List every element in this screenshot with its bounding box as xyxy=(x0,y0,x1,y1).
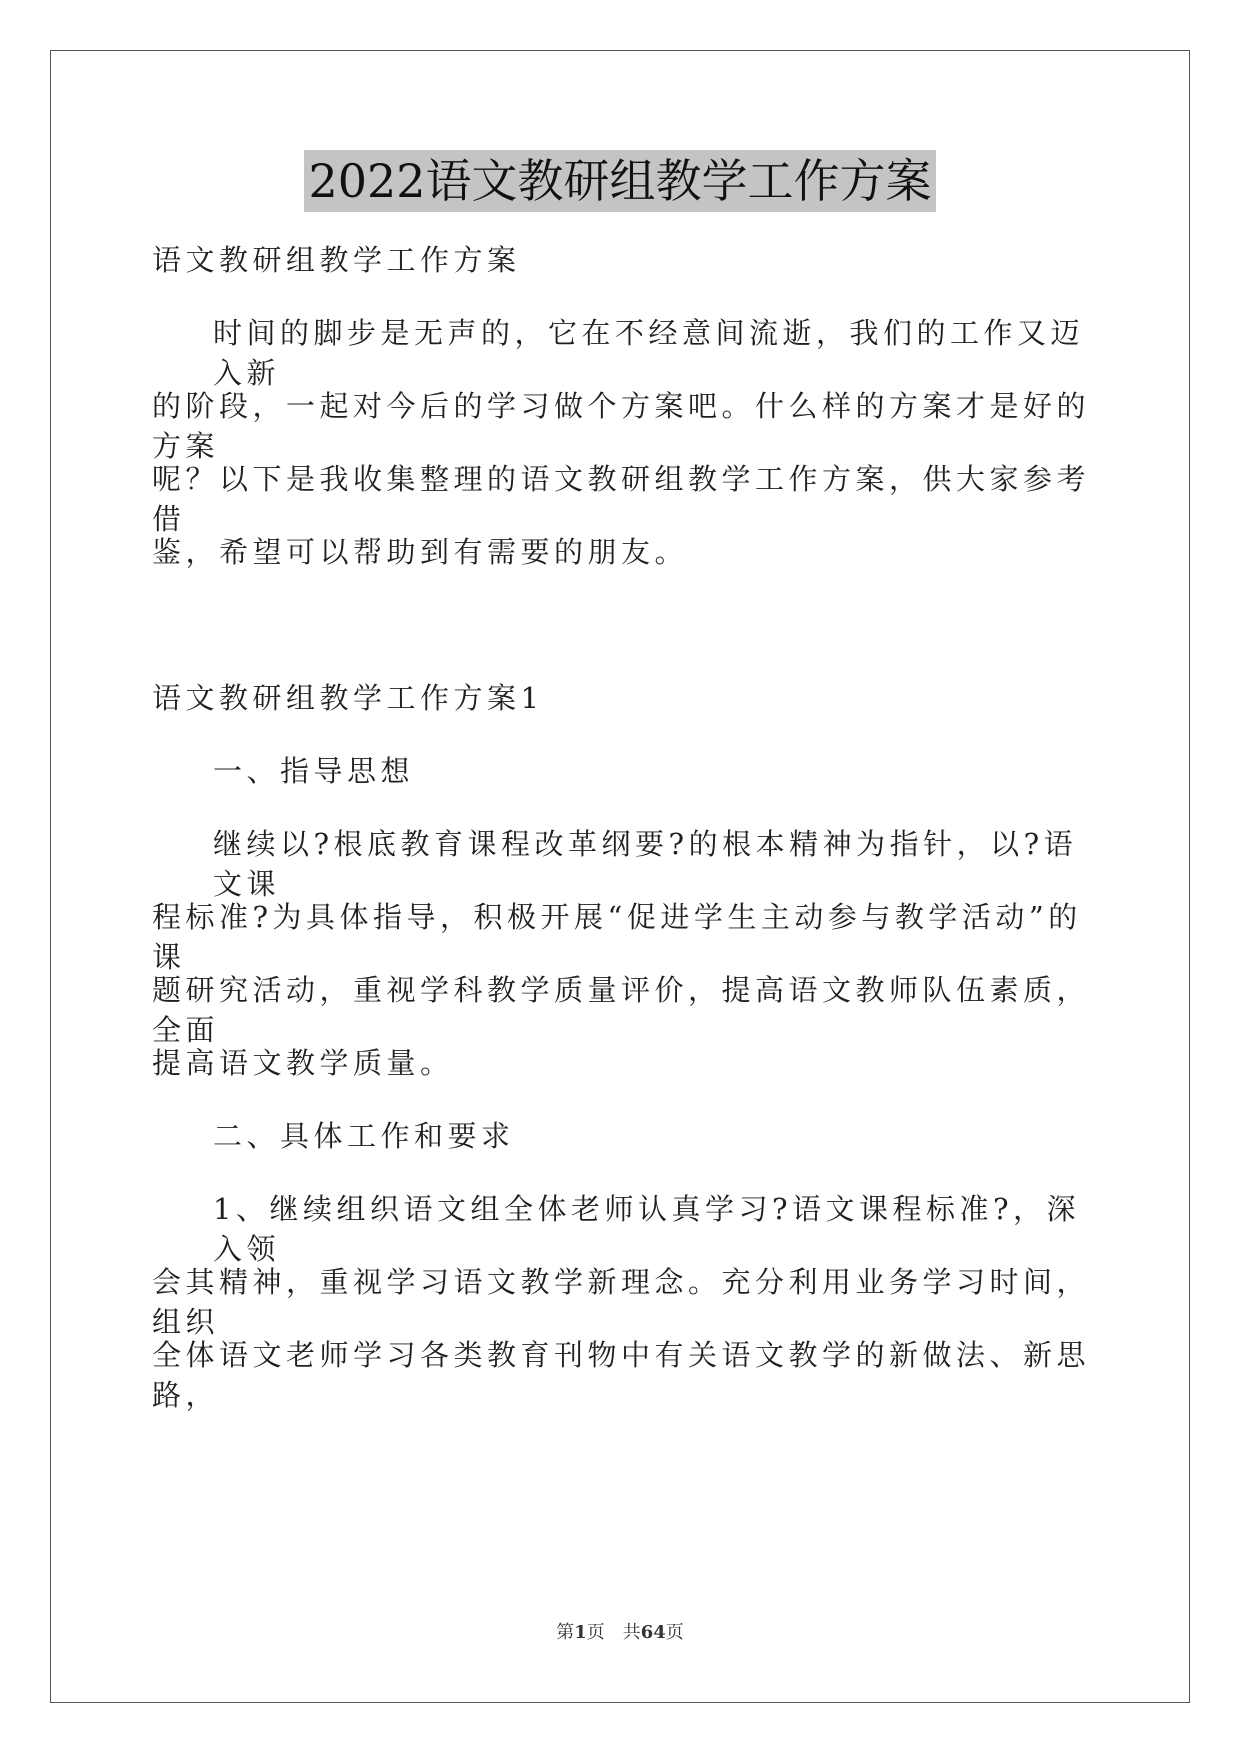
intro-line: 时间的脚步是无声的，它在不经意间流逝，我们的工作又迈入新 xyxy=(213,316,1085,390)
page-footer xyxy=(0,1621,1240,1645)
document-title: 2022语文教研组教学工作方案 xyxy=(304,150,935,212)
paragraph-line: 提高语文教学质量。 xyxy=(152,1046,454,1080)
paragraph-line: 程标准?为具体指导，积极开展“促进学生主动参与教学活动”的课 xyxy=(152,900,1082,974)
heading-work-requirements: 二、具体工作和要求 xyxy=(213,1119,515,1153)
footer-prefix: 第 xyxy=(556,1622,575,1643)
intro-line: 的阶段，一起对今后的学习做个方案吧。什么样的方案才是好的方案 xyxy=(152,389,1091,463)
intro-line: 鉴，希望可以帮助到有需要的朋友。 xyxy=(152,535,689,569)
footer-middle: 页 共 xyxy=(586,1622,641,1643)
footer-suffix: 页 xyxy=(665,1622,684,1643)
paragraph-line: 题研究活动，重视学科教学质量评价，提高语文教师队伍素质，全面 xyxy=(152,973,1091,1047)
paragraph-line: 会其精神，重视学习语文教学新理念。充分利用业务学习时间，组织 xyxy=(152,1265,1091,1339)
paragraph-line: 1、继续组织语文组全体老师认真学习?语文课程标准?，深入领 xyxy=(213,1192,1081,1266)
total-page-count: 64 xyxy=(640,1622,666,1643)
title-container xyxy=(0,150,1240,212)
intro-line: 呢？以下是我收集整理的语文教研组教学工作方案，供大家参考借 xyxy=(152,462,1091,536)
current-page-number: 1 xyxy=(574,1622,587,1643)
section-title: 语文教研组教学工作方案1 xyxy=(152,681,544,715)
paragraph-line: 继续以?根底教育课程改革纲要?的根本精神为指针，以?语文课 xyxy=(213,827,1078,901)
paragraph-line: 全体语文老师学习各类教育刊物中有关语文教学的新做法、新思路， xyxy=(152,1338,1091,1412)
document-subtitle: 语文教研组教学工作方案 xyxy=(152,243,521,277)
heading-guiding-ideology: 一、指导思想 xyxy=(213,754,415,788)
